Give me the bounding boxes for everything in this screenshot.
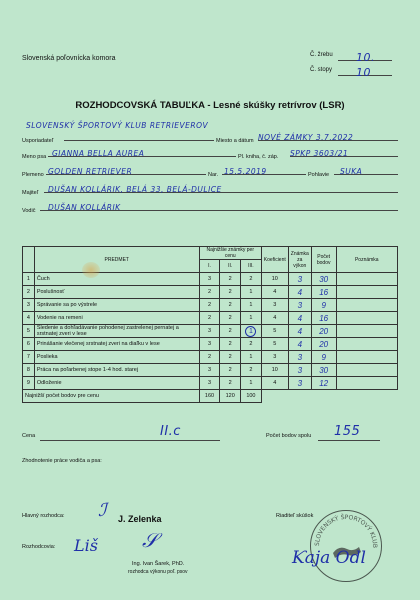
row-min-prize-3: 1 — [241, 377, 262, 390]
min-total-prize-2: 120 — [220, 390, 241, 403]
dog-name-line — [22, 146, 398, 160]
table-row — [23, 312, 398, 325]
table-row — [23, 338, 398, 351]
row-number: 8 — [23, 364, 35, 377]
dog-name-label: Meno psa — [22, 154, 47, 160]
row-min-prize-2: 2 — [220, 377, 241, 390]
row-number: 7 — [23, 351, 35, 364]
table-header-row — [23, 247, 398, 260]
row-subject: Prinášanie vlečenej srstnatej zveri na diaľku v lese — [34, 338, 199, 351]
place-date-label: Miesto a dátum — [216, 138, 254, 144]
row-points: 30 — [311, 364, 336, 377]
row-min-prize-2: 2 — [220, 338, 241, 351]
row-min-prize-3: 2 — [241, 338, 262, 351]
handler-value: DUŠAN KOLLÁRIK — [48, 203, 121, 212]
owner-line — [22, 182, 398, 196]
row-min-prize-1: 2 — [199, 286, 220, 299]
prize-label: Cena — [22, 433, 36, 439]
prize-3-header: III. — [241, 260, 262, 273]
page-title: ROZHODCOVSKÁ TABUĽKA - Lesné skúšky retrívrov (LSR) — [75, 100, 345, 111]
table-row — [23, 299, 398, 312]
row-note — [336, 299, 397, 312]
row-number: 6 — [23, 338, 35, 351]
draw-number-field — [338, 48, 392, 64]
stain-mark — [82, 262, 100, 278]
row-subject: Čuch — [34, 273, 199, 286]
table-row — [23, 364, 398, 377]
row-coefficient: 3 — [261, 351, 288, 364]
score-table — [22, 246, 398, 403]
row-min-prize-3: 1 — [241, 299, 262, 312]
row-mark: 4 — [288, 325, 311, 338]
row-mark: 4 — [288, 312, 311, 325]
evaluation-label: Zhodnotenie práce vodiča a psa: — [22, 458, 102, 464]
prize-value: II.c — [160, 424, 181, 439]
svg-text:SLOVENSKÝ ŠPORTOVÝ KLUB RETRIE: SLOVENSKÝ ŠPORTOVÝ KLUB — [313, 513, 379, 549]
table-row — [23, 273, 398, 286]
row-mark: 3 — [288, 351, 311, 364]
organizer-value: SLOVENSKÝ ŠPORTOVÝ KLUB RETRIEVEROV — [26, 121, 209, 130]
row-min-prize-1: 3 — [199, 377, 220, 390]
draw-number-label: Č. žrebu — [310, 51, 333, 58]
track-number-row — [310, 62, 392, 77]
table-row — [23, 377, 398, 390]
row-number: 9 — [23, 377, 35, 390]
row-subject: Správanie sa po výstrele — [34, 299, 199, 312]
min-total-prize-1: 160 — [199, 390, 220, 403]
row-points: 9 — [311, 351, 336, 364]
total-value: 155 — [334, 424, 361, 439]
row-number: 4 — [23, 312, 35, 325]
row-note — [336, 273, 397, 286]
row-number: 2 — [23, 286, 35, 299]
track-number-field — [338, 63, 392, 79]
table-row — [23, 351, 398, 364]
row-min-prize-3: 2 — [241, 364, 262, 377]
prize-1-header: I. — [199, 260, 220, 273]
studbook-label: Pl. kniha, č. záp. — [238, 154, 279, 160]
row-min-prize-1: 3 — [199, 325, 220, 338]
total-label: Počet bodov spolu — [266, 433, 312, 439]
min-total-row — [23, 390, 398, 403]
coefficient-header: Koeficient — [261, 247, 288, 273]
row-min-prize-3: 1 — [241, 351, 262, 364]
subject-header: PREDMET — [34, 247, 199, 273]
number-header — [23, 247, 35, 273]
row-note — [336, 364, 397, 377]
row-points: 30 — [311, 273, 336, 286]
sex-label: Pohlavie — [308, 172, 330, 178]
owner-label: Majiteľ — [22, 190, 39, 196]
judge-signature-1: Liš — [74, 536, 98, 555]
row-subject: Poslušnosť — [34, 286, 199, 299]
row-points: 16 — [311, 286, 336, 299]
row-min-prize-3: 1 — [241, 286, 262, 299]
row-min-prize-1: 2 — [199, 312, 220, 325]
row-min-prize-2: 2 — [220, 273, 241, 286]
row-mark: 3 — [288, 299, 311, 312]
draw-boxes — [310, 47, 392, 77]
row-mark: 3 — [288, 273, 311, 286]
row-number: 3 — [23, 299, 35, 312]
handler-line — [22, 200, 398, 214]
row-min-prize-1: 2 — [199, 299, 220, 312]
prize-2-header: II. — [220, 260, 241, 273]
table-row — [23, 325, 398, 338]
row-coefficient: 10 — [261, 273, 288, 286]
row-subject: Vodenie na remeni — [34, 312, 199, 325]
breed-value: GOLDEN RETRIEVER — [48, 167, 133, 176]
points-header: Počet bodov — [311, 247, 336, 273]
row-min-prize-2: 2 — [220, 299, 241, 312]
row-coefficient: 3 — [261, 299, 288, 312]
place-line — [22, 130, 398, 144]
row-min-prize-1: 3 — [199, 364, 220, 377]
row-mark: 4 — [288, 338, 311, 351]
handler-label: Vodič — [22, 208, 36, 214]
director-label: Riaditeľ skúšok — [276, 513, 314, 519]
table-row — [23, 286, 398, 299]
seal-role: rozhodca výkonu poľ. psov — [128, 569, 188, 575]
row-points: 9 — [311, 299, 336, 312]
club-stamp-graphic — [311, 511, 381, 581]
row-min-prize-2: 2 — [220, 325, 241, 338]
judge-signature-2: 𝒮 — [142, 528, 158, 552]
row-points: 20 — [311, 338, 336, 351]
row-min-prize-2: 2 — [220, 351, 241, 364]
born-value: 15.5.2019 — [224, 167, 267, 176]
chief-judge-label: Hlavný rozhodca: — [22, 513, 65, 519]
row-min-prize-2: 2 — [220, 364, 241, 377]
judges-label: Rozhodcovia: — [22, 544, 56, 550]
row-note — [336, 351, 397, 364]
studbook-value: SPKP 3603/21 — [290, 149, 349, 158]
row-coefficient: 5 — [261, 338, 288, 351]
row-min-prize-3: 2 — [241, 273, 262, 286]
chief-judge-signature: ℐ — [98, 500, 107, 521]
row-min-prize-2: 2 — [220, 286, 241, 299]
row-min-prize-2: 2 — [220, 312, 241, 325]
min-total-prize-3: 100 — [241, 390, 262, 403]
row-note — [336, 338, 397, 351]
draw-number-value: 10. — [356, 51, 375, 64]
born-label: Nar. — [208, 172, 219, 178]
row-note — [336, 286, 397, 299]
row-min-prize-3 — [241, 325, 262, 338]
row-min-prize-1: 3 — [199, 338, 220, 351]
row-mark: 3 — [288, 377, 311, 390]
row-min-prize-1: 2 — [199, 351, 220, 364]
row-mark: 4 — [288, 286, 311, 299]
min-marks-header: Najnižšie známky per cenu — [199, 247, 261, 260]
club-stamp — [310, 510, 382, 582]
organization-name: Slovenská poľovnícka komora — [22, 55, 116, 62]
sex-value: SUKA — [340, 167, 363, 176]
row-note — [336, 377, 397, 390]
track-number-value: 10 — [356, 66, 371, 79]
row-note — [336, 325, 397, 338]
row-number: 5 — [23, 325, 35, 338]
row-subject: Odloženie — [34, 377, 199, 390]
place-date-value: NOVÉ ZÁMKY 3.7.2022 — [258, 133, 354, 142]
row-subject: Sledenie a dohľadávanie pohodenej zastrelenej pernatej a srstnatej zveri v lese — [34, 325, 199, 338]
chief-judge-name: J. Zelenka — [118, 514, 162, 524]
min-total-label: Najnižší počet bodov pre cenu — [23, 390, 200, 403]
row-coefficient: 4 — [261, 312, 288, 325]
track-number-label: Č. stopy — [310, 66, 333, 73]
draw-number-row — [310, 47, 392, 62]
row-min-prize-3: 1 — [241, 312, 262, 325]
row-number: 1 — [23, 273, 35, 286]
circled-min-mark: 1 — [245, 326, 256, 337]
row-min-prize-1: 3 — [199, 273, 220, 286]
organizer-label: Usporiadateľ — [22, 138, 54, 144]
row-coefficient: 4 — [261, 377, 288, 390]
row-subject: Poslieka — [34, 351, 199, 364]
row-points: 20 — [311, 325, 336, 338]
row-points: 12 — [311, 377, 336, 390]
row-subject: Práca na poľarbenej stope 1-4 hod. starej — [34, 364, 199, 377]
director-signature: Ƙaja Odl — [292, 548, 366, 568]
seal-name: Ing. Ivan Šarek, PhD. — [132, 561, 185, 567]
owner-value: DUŠAN KOLLÁRIK, BELÁ 33, BELÁ-DULICE — [48, 185, 222, 194]
dog-name-value: GIANNA BELLA AUREA — [52, 149, 145, 158]
breed-line — [22, 164, 398, 178]
note-header: Poznámka — [336, 247, 397, 273]
row-coefficient: 5 — [261, 325, 288, 338]
row-mark: 3 — [288, 364, 311, 377]
row-note — [336, 312, 397, 325]
mark-header: Známka za výkon — [288, 247, 311, 273]
row-coefficient: 10 — [261, 364, 288, 377]
row-coefficient: 4 — [261, 286, 288, 299]
row-points: 16 — [311, 312, 336, 325]
breed-label: Plemeno — [22, 172, 44, 178]
organizer-line — [22, 116, 398, 130]
